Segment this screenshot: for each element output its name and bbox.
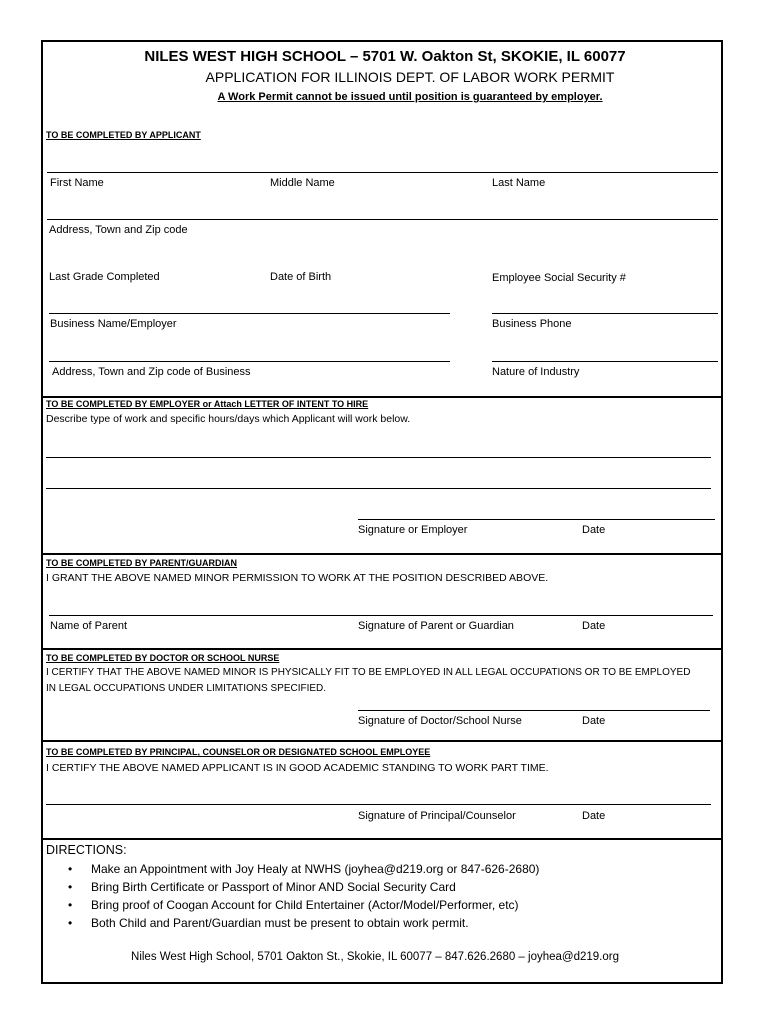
employer-signature-label: Signature or Employer xyxy=(358,524,468,536)
direction-item: Bring Birth Certificate or Passport of Minor AND Social Security Card xyxy=(91,880,456,894)
employer-date-label: Date xyxy=(582,524,606,536)
middle-name-label: Middle Name xyxy=(270,177,335,189)
bullet-icon: • xyxy=(68,916,73,930)
section-divider xyxy=(42,396,722,398)
business-name-label: Business Name/Employer xyxy=(50,318,177,330)
direction-item: Bring proof of Coogan Account for Child Entertainer (Actor/Model/Performer, etc) xyxy=(91,898,519,912)
address-line[interactable] xyxy=(47,219,718,220)
employer-signature-line[interactable] xyxy=(358,519,715,520)
name-line[interactable] xyxy=(47,172,718,173)
doctor-statement-line-1: I CERTIFY THAT THE ABOVE NAMED MINOR IS PHYSICALLY FIT TO BE EMPLOYED IN ALL LEGAL OCCUPATIONS OR TO BE EMPLOYED xyxy=(46,667,691,678)
ssn-label: Employee Social Security # xyxy=(492,272,626,284)
parent-section-heading: TO BE COMPLETED BY PARENT/GUARDIAN xyxy=(46,558,238,568)
direction-item: Make an Appointment with Joy Healy at NWHS (joyhea@d219.org or 847-626-2680) xyxy=(91,862,540,876)
last-name-label: Last Name xyxy=(492,177,546,189)
business-phone-line[interactable] xyxy=(492,313,718,314)
last-grade-label: Last Grade Completed xyxy=(49,271,160,283)
applicant-section-heading: TO BE COMPLETED BY APPLICANT xyxy=(46,130,201,140)
work-description-prompt: Describe type of work and specific hours/days which Applicant will work below. xyxy=(46,413,411,425)
business-address-label: Address, Town and Zip code of Business xyxy=(52,366,251,378)
form-border xyxy=(41,40,723,984)
bullet-icon: • xyxy=(68,880,73,894)
section-divider xyxy=(42,648,722,650)
form-title: APPLICATION FOR ILLINOIS DEPT. OF LABOR WORK PERMIT xyxy=(205,69,615,85)
guarantee-note: A Work Permit cannot be issued until position is guaranteed by employer. xyxy=(217,91,603,103)
section-divider xyxy=(42,838,722,840)
parent-date-label: Date xyxy=(582,620,606,632)
principal-date-label: Date xyxy=(582,810,606,822)
address-label: Address, Town and Zip code xyxy=(49,224,188,236)
parent-name-label: Name of Parent xyxy=(50,620,128,632)
directions-heading: DIRECTIONS: xyxy=(46,843,127,857)
business-address-line[interactable] xyxy=(49,361,450,362)
doctor-signature-line[interactable] xyxy=(358,710,710,711)
footer-contact: Niles West High School, 5701 Oakton St., Skokie, IL 60077 – 847.626.2680 – joyhea@d219.org xyxy=(131,951,619,963)
doctor-signature-label: Signature of Doctor/School Nurse xyxy=(358,715,522,727)
business-name-line[interactable] xyxy=(49,313,450,314)
principal-signature-line[interactable] xyxy=(46,804,711,805)
employer-section-heading: TO BE COMPLETED BY EMPLOYER or Attach LETTER OF INTENT TO HIRE xyxy=(46,399,369,409)
principal-statement: I CERTIFY THE ABOVE NAMED APPLICANT IS IN GOOD ACADEMIC STANDING TO WORK PART TIME. xyxy=(46,762,549,774)
school-heading: NILES WEST HIGH SCHOOL – 5701 W. Oakton St, SKOKIE, IL 60077 xyxy=(144,48,626,65)
principal-section-heading: TO BE COMPLETED BY PRINCIPAL, COUNSELOR OR DESIGNATED SCHOOL EMPLOYEE xyxy=(46,747,431,757)
parent-signature-label: Signature of Parent or Guardian xyxy=(358,620,514,632)
doctor-statement-line-2: IN LEGAL OCCUPATIONS UNDER LIMITATIONS SPECIFIED. xyxy=(46,683,327,694)
doctor-section-heading: TO BE COMPLETED BY DOCTOR OR SCHOOL NURSE xyxy=(46,653,280,663)
work-description-line-2[interactable] xyxy=(46,488,711,489)
first-name-label: First Name xyxy=(50,177,104,189)
section-divider xyxy=(42,740,722,742)
direction-item: Both Child and Parent/Guardian must be present to obtain work permit. xyxy=(91,916,469,930)
doctor-date-label: Date xyxy=(582,715,606,727)
dob-label: Date of Birth xyxy=(270,271,332,283)
parent-signature-line[interactable] xyxy=(49,615,713,616)
section-divider xyxy=(42,553,722,555)
parent-statement: I GRANT THE ABOVE NAMED MINOR PERMISSION TO WORK AT THE POSITION DESCRIBED ABOVE. xyxy=(46,572,549,584)
principal-signature-label: Signature of Principal/Counselor xyxy=(358,810,516,822)
business-phone-label: Business Phone xyxy=(492,318,572,330)
work-description-line-1[interactable] xyxy=(46,457,711,458)
bullet-icon: • xyxy=(68,898,73,912)
industry-label: Nature of Industry xyxy=(492,366,580,378)
industry-line[interactable] xyxy=(492,361,718,362)
bullet-icon: • xyxy=(68,862,73,876)
